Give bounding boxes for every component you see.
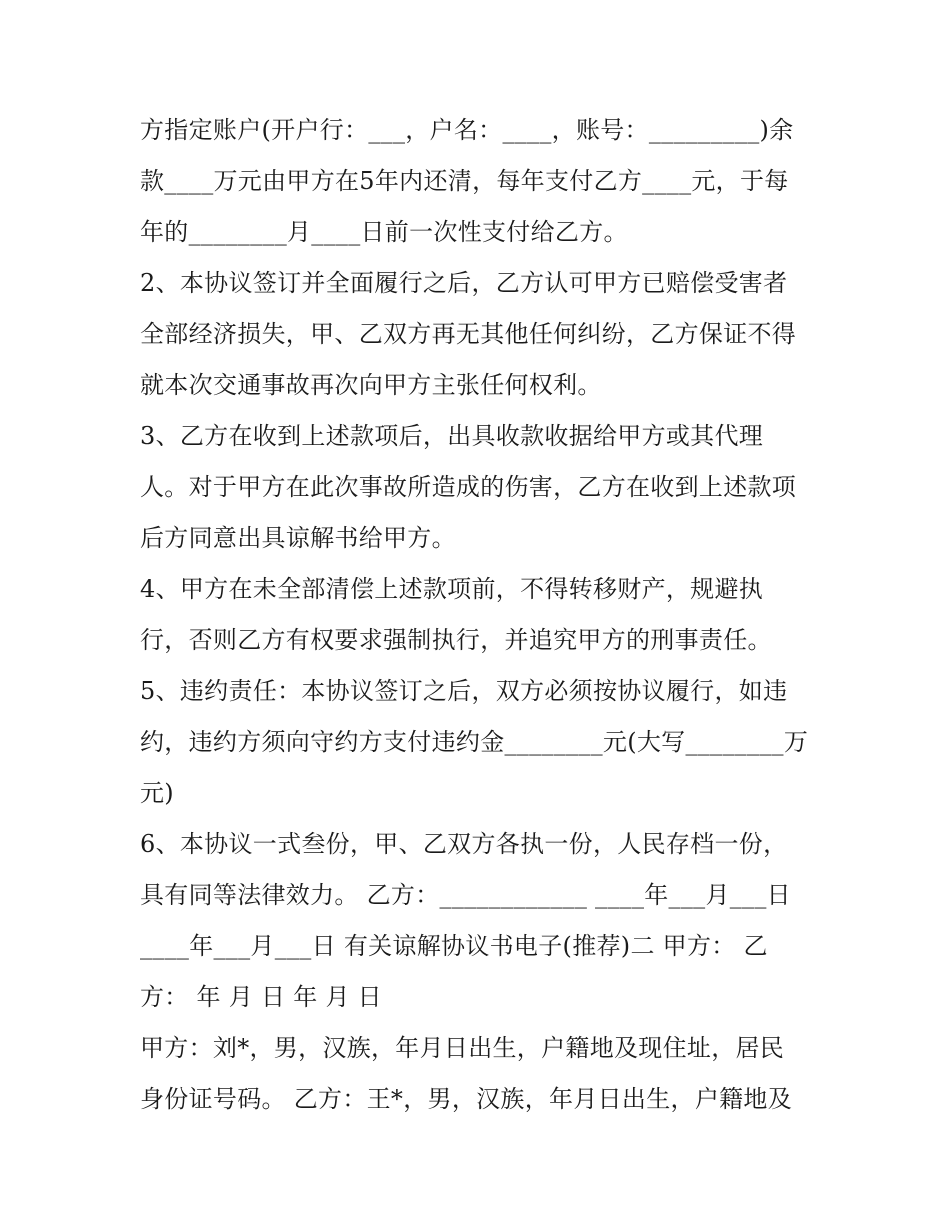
- text-line: 人。对于甲方在此次事故所造成的伤害，乙方在收到上述款项: [140, 473, 797, 501]
- text-line: 元): [140, 779, 174, 807]
- text-line: 身份证号码。 乙方：王*，男，汉族，年月日出生，户籍地及: [140, 1085, 793, 1113]
- text-line: 约，违约方须向守约方支付违约金________元(大写________万: [140, 728, 809, 756]
- text-line: ____年___月___日 有关谅解协议书电子(推荐)二 甲方： 乙: [140, 932, 768, 960]
- text-line: 就本次交通事故再次向甲方主张任何权利。: [140, 371, 602, 399]
- text-line: 甲方：刘*，男，汉族，年月日出生，户籍地及现住址，居民: [140, 1034, 785, 1062]
- text-line: 全部经济损失，甲、乙双方再无其他任何纠纷，乙方保证不得: [140, 320, 797, 348]
- text-line: 行，否则乙方有权要求强制执行，并追究甲方的刑事责任。: [140, 626, 772, 654]
- text-line: 款____万元由甲方在5年内还清，每年支付乙方____元，于每: [140, 167, 789, 195]
- text-line: 方： 年 月 日 年 月 日: [140, 983, 382, 1011]
- text-line: 5、违约责任：本协议签订之后，双方必须按协议履行，如违: [140, 677, 788, 705]
- text-line: 具有同等法律效力。 乙方：____________ ____年___月___日: [140, 881, 791, 909]
- text-line: 2、本协议签订并全面履行之后，乙方认可甲方已赔偿受害者: [140, 269, 788, 297]
- text-line: 4、甲方在未全部清偿上述款项前，不得转移财产，规避执: [140, 575, 764, 603]
- text-line: 年的________月____日前一次性支付给乙方。: [140, 218, 628, 246]
- text-line: 3、乙方在收到上述款项后，出具收款收据给甲方或其代理: [140, 422, 764, 450]
- text-line: 6、本协议一式叁份，甲、乙双方各执一份，人民存档一份，: [140, 830, 788, 858]
- text-line: 后方同意出具谅解书给甲方。: [140, 524, 456, 552]
- text-line: 方指定账户(开户行：___，户名：____，账号：_________)余: [140, 116, 794, 144]
